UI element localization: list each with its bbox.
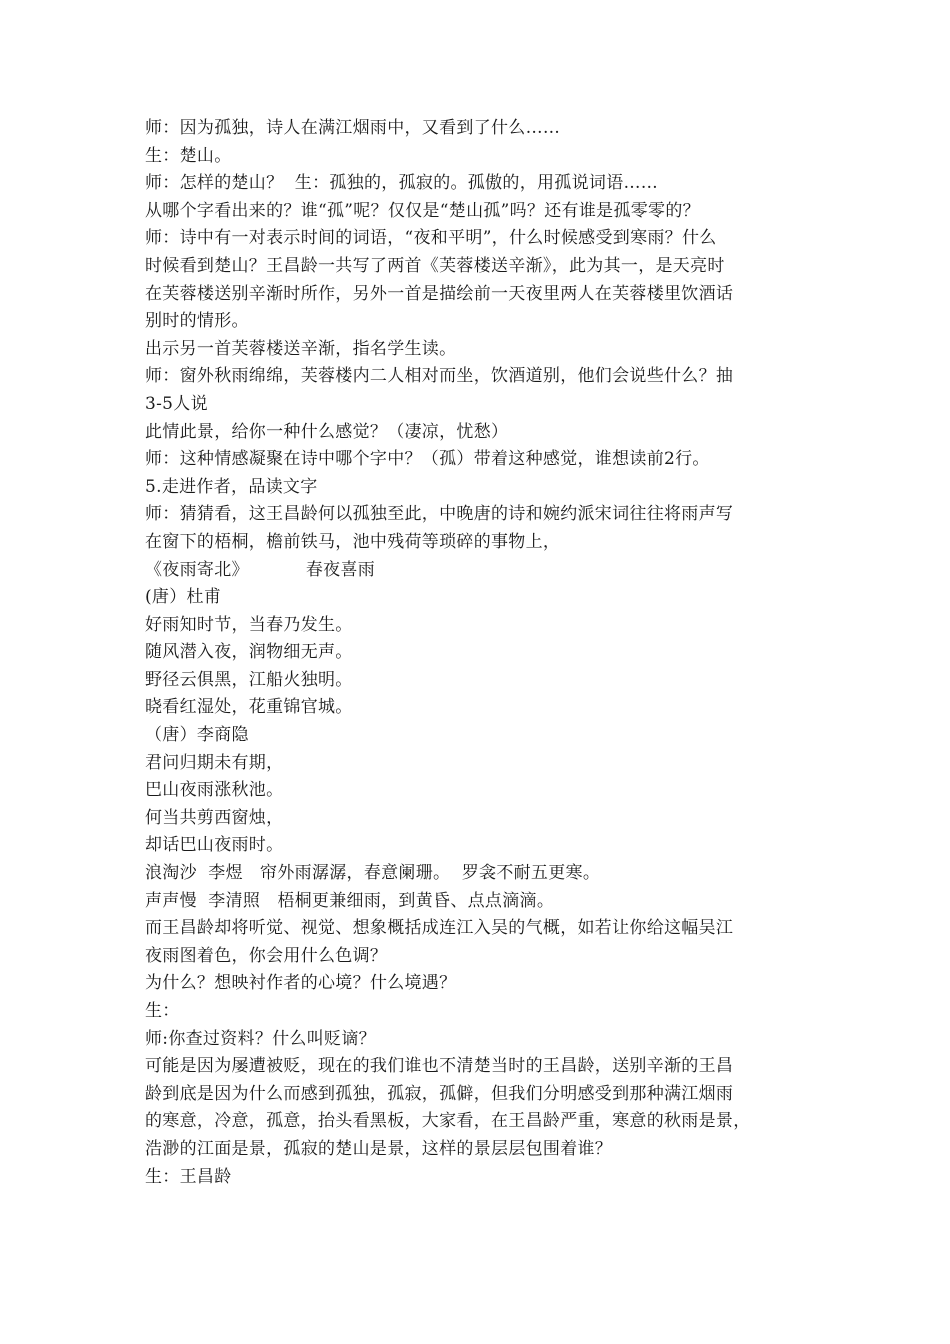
text-line: 别时的情形。 — [145, 311, 249, 332]
text-line: 师：因为孤独，诗人在满江烟雨中，又看到了什么…… — [145, 118, 561, 138]
text-line: 师：窗外秋雨绵绵，芙蓉楼内二人相对而坐，饮酒道别，他们会说些什么？抽 — [145, 366, 734, 387]
ci-quote: 声声慢 李清照 梧桐更兼细雨，到黄昏、点点滴滴。 — [145, 890, 555, 911]
text-line: 为什么？想映衬作者的心境？什么境遇？ — [145, 973, 457, 994]
poem-author: (唐）杜甫 — [145, 587, 222, 608]
text-line: 3-5人说 — [145, 393, 208, 414]
text-line: 师：猜猜看，这王昌龄何以孤独至此，中晚唐的诗和婉约派宋词往往将雨声写 — [145, 504, 734, 525]
text-line: 师：怎样的楚山？ 生：孤独的，孤寂的。孤傲的，用孤说词语…… — [145, 173, 659, 194]
text-line: 此情此景，给你一种什么感觉？（凄凉，忧愁） — [145, 421, 509, 442]
text-line: 在窗下的梧桐，檐前铁马，池中残荷等琐碎的事物上， — [145, 531, 561, 552]
ci-quote: 浪淘沙 李煜 帘外雨潺潺，春意阑珊。 罗衾不耐五更寒。 — [145, 863, 601, 884]
text-line: 夜雨图着色，你会用什么色调？ — [145, 945, 388, 966]
poem-line: 何当共剪西窗烛， — [145, 807, 284, 828]
text-line: 师:你查过资料？什么叫贬谪？ — [145, 1028, 376, 1049]
text-line: 从哪个字看出来的？谁“孤”呢？仅仅是“楚山孤”吗？还有谁是孤零零的？ — [145, 200, 700, 221]
text-line: 而王昌龄却将听觉、视觉、想象概括成连江入吴的气概，如若让你给这幅吴江 — [145, 918, 734, 939]
poem-line: 随风潜入夜，润物细无声。 — [145, 642, 353, 663]
poem-titles: 《夜雨寄北》 春夜喜雨 — [145, 559, 376, 580]
section-heading: 5.走进作者，品读文字 — [145, 476, 318, 497]
text-line: 师：诗中有一对表示时间的词语，“夜和平明”，什么时候感受到寒雨？什么 — [145, 228, 717, 249]
text-line: 师：这种情感凝聚在诗中哪个字中？（孤）带着这种感觉，谁想读前2行。 — [145, 449, 710, 470]
text-line: 龄到底是因为什么而感到孤独，孤寂，孤僻，但我们分明感受到那种满江烟雨 — [145, 1083, 734, 1104]
text-line: 出示另一首芙蓉楼送辛渐，指名学生读。 — [145, 338, 457, 359]
poem-line: 野径云俱黑，江船火独明。 — [145, 669, 353, 690]
text-line: 可能是因为屡遭被贬，现在的我们谁也不清楚当时的王昌龄，送别辛渐的王昌 — [145, 1056, 734, 1077]
poem-line: 晓看红湿处，花重锦官城。 — [145, 697, 353, 718]
text-line: 生： — [145, 1001, 180, 1021]
poem-line: 好雨知时节，当春乃发生。 — [145, 614, 353, 635]
poem-line: 巴山夜雨涨秋池。 — [145, 780, 284, 801]
poem-line: 君问归期未有期， — [145, 752, 284, 773]
text-line: 生：楚山。 — [145, 145, 232, 166]
poem-author: （唐）李商隐 — [145, 725, 249, 746]
text-line: 生：王昌龄 — [145, 1166, 232, 1187]
document-body — [145, 115, 835, 1191]
poem-line: 却话巴山夜雨时。 — [145, 835, 284, 856]
text-line: 的寒意，冷意，孤意，抬头看黑板，大家看，在王昌龄严重，寒意的秋雨是景， — [145, 1111, 751, 1132]
text-line: 时候看到楚山？王昌龄一共写了两首《芙蓉楼送辛渐》，此为其一，是天亮时 — [145, 255, 725, 276]
text-line: 浩渺的江面是景，孤寂的楚山是景，这样的景层层包围着谁？ — [145, 1138, 613, 1159]
text-line: 在芙蓉楼送别辛渐时所作，另外一首是描绘前一天夜里两人在芙蓉楼里饮酒话 — [145, 283, 734, 304]
